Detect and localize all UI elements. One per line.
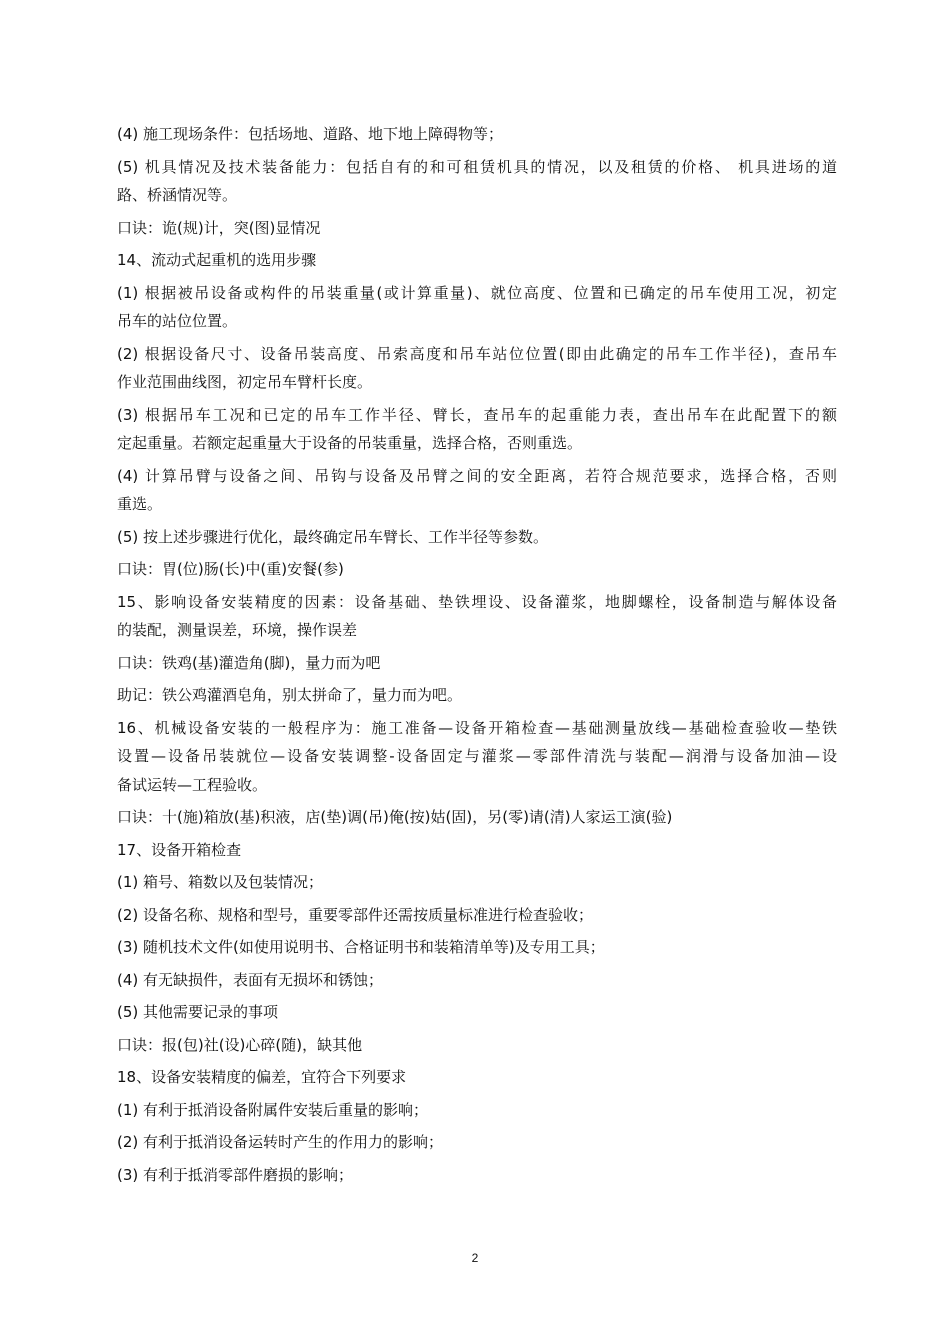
list-item: (2) 设备名称、规格和型号，重要零部件还需按质量标准进行检查验收； [117,905,594,924]
text-line: 作业范围曲线图，初定吊车臂杆长度。 [117,373,373,391]
text-line: (4) 施工现场条件：包括场地、道路、地下地上障碍物等； [117,125,504,143]
section-heading: 17、设备开箱检查 [117,840,242,859]
list-item: (3) 随机技术文件(如使用说明书、合格证明书和装箱清单等)及专用工具； [117,938,605,956]
mnemonic-line: 口诀：十(施)箱放(基)积液，店(垫)调(吊)俺(按)姑(固)，另(零)请(清)人家运工演(验) [117,808,673,826]
text-line: 定起重量。若额定起重量大于设备的吊装重量，选择合格，否则重选。 [117,434,583,452]
text-line: (5) 按上述步骤进行优化，最终确定吊车臂长、工作半径等参数。 [117,527,549,546]
mnemonic-line: 口诀：诡(规)计，突(图)显情况 [117,218,321,237]
mnemonic-line: 口诀：胃(位)肠(长)中(重)安餐(参) [117,560,344,578]
list-item: (1) 有利于抵消设备附属件安装后重量的影响； [117,1100,429,1119]
list-item: (4) 有无缺损件，表面有无损坏和锈蚀； [117,970,384,989]
page-number: 2 [471,1251,479,1265]
mnemonic-line: 口诀：铁鸡(基)灌造角(脚)，量力而为吧 [117,653,381,672]
body-text [117,120,837,1189]
text-line: (1) 根据被吊设备或构件的吊装重量(或计算重量)、就位高度、位置和已确定的吊车使用工况，初定 [117,283,837,302]
list-item: (5) 其他需要记录的事项 [117,1003,279,1021]
list-item: (1) 箱号、箱数以及包装情况； [117,873,324,891]
text-line: (5) 机具情况及技术装备能力：包括自有的和可租赁机具的情况，以及租赁的价格、 机具进场的道 [117,157,837,176]
text-line: 设置—设备吊装就位—设备安装调整-设备固定与灌浆—零部件清洗与装配—润滑与设备加油—设 [117,747,837,765]
memory-aid-line: 助记：铁公鸡灌酒皂角，别太拼命了，量力而为吧。 [117,686,463,704]
list-item: (3) 有利于抵消零部件磨损的影响； [117,1165,354,1184]
text-line: 的装配，测量误差，环境，操作误差 [117,621,358,639]
text-line: (2) 根据设备尺寸、设备吊装高度、吊索高度和吊车站位位置(即由此确定的吊车工作半径)，查吊车 [117,344,837,363]
text-line: (3) 根据吊车工况和已定的吊车工作半径、臂长，查吊车的起重能力表，查出吊车在此配置下的额 [117,405,837,424]
section-heading: 16、机械设备安装的一般程序为：施工准备—设备开箱检查—基础测量放线—基础检查验收—垫铁 [117,718,837,737]
text-line: (4) 计算吊臂与设备之间、吊钩与设备及吊臂之间的安全距离，若符合规范要求，选择合格，否则 [117,466,837,485]
text-line: 重选。 [117,495,163,513]
text-line: 路、桥涵情况等。 [117,186,238,204]
section-heading: 15、影响设备安装精度的因素：设备基础、垫铁埋设、设备灌浆，地脚螺栓，设备制造与解体设备 [117,592,837,611]
section-heading: 18、设备安装精度的偏差，宜符合下列要求 [117,1068,407,1086]
text-line: 备试运转—工程验收。 [117,775,268,794]
section-heading: 14、流动式起重机的选用步骤 [117,251,317,269]
mnemonic-line: 口诀：报(包)社(设)心碎(随)，缺其他 [117,1035,363,1054]
text-line: 吊车的站位位置。 [117,312,238,330]
list-item: (2) 有利于抵消设备运转时产生的作用力的影响； [117,1133,444,1151]
